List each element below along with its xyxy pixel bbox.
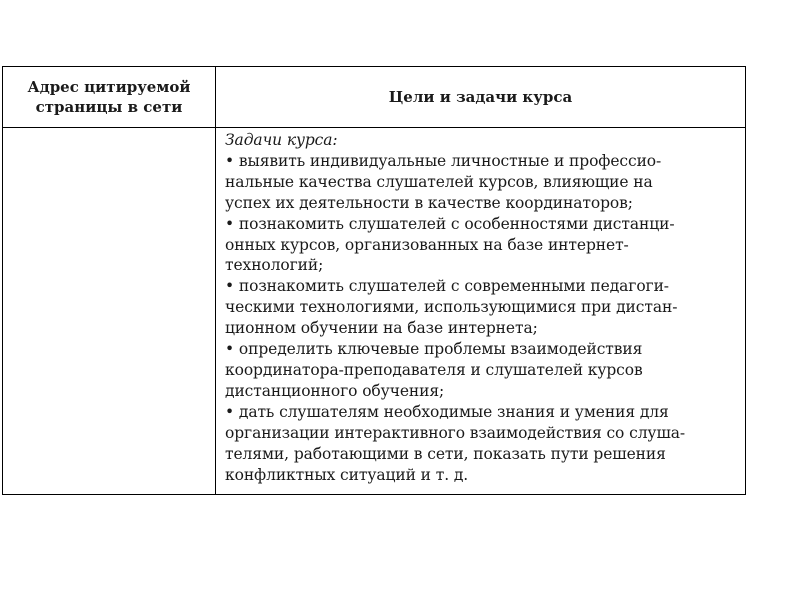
text-line: технологий; (225, 256, 324, 275)
text-line: онных курсов, организованных на базе интернет- (225, 235, 629, 254)
text-line: успех их деятельности в качестве координаторов; (225, 193, 633, 212)
text-line: телями, работающими в сети, показать пути решения (225, 444, 666, 463)
column-divider (215, 67, 216, 494)
header-left-line-2: страницы в сети (35, 98, 183, 116)
text-line: ционном обучении на базе интернета; (225, 319, 538, 338)
text-line: дистанционного обучения; (225, 381, 445, 400)
text-line: • познакомить слушателей с особенностями дистанци- (225, 214, 675, 233)
text-line: • дать слушателям необходимые знания и умения для (225, 402, 669, 421)
text-line: конфликтных ситуаций и т. д. (225, 465, 469, 484)
tasks-heading: Задачи курса: (225, 131, 338, 149)
header-left-line-1: Адрес цитируемой (27, 78, 191, 96)
text-line: организации интерактивного взаимодействия со слуша- (225, 423, 686, 442)
text-line: нальные качества слушателей курсов, влияющие на (225, 172, 653, 191)
header-cell-page-address (3, 67, 215, 127)
course-goals-table (2, 66, 746, 495)
text-line: • познакомить слушателей с современными педагоги- (225, 277, 669, 296)
header-cell-goals: Цели и задачи курса (388, 88, 573, 106)
body-cell-page-address (3, 128, 215, 494)
text-line: • выявить индивидуальные личностные и профессио- (225, 151, 662, 170)
body-cell-goals (225, 130, 745, 485)
text-line: ческими технологиями, использующимися при дистан- (225, 298, 678, 317)
text-line: • определить ключевые проблемы взаимодействия (225, 340, 643, 359)
text-line: координатора-преподавателя и слушателей курсов (225, 360, 643, 379)
table-header-row (3, 67, 745, 128)
